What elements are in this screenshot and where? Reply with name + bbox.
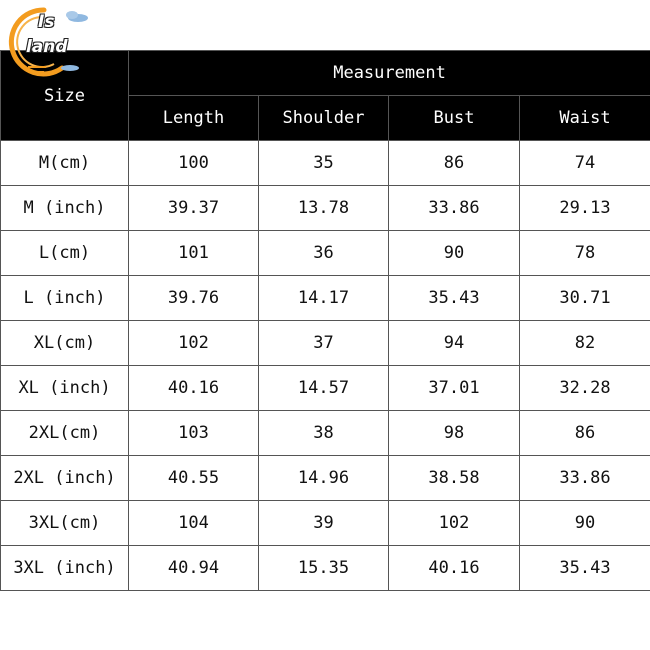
table-row: [1, 276, 650, 321]
value-cell: 104: [129, 501, 259, 546]
value-cell: 35.43: [520, 546, 650, 591]
column-header-waist: Waist: [520, 96, 650, 141]
value-cell: 32.28: [520, 366, 650, 411]
size-cell: L (inch): [1, 276, 129, 321]
value-cell: 14.96: [259, 456, 389, 501]
logo-text-line2: land: [26, 37, 68, 57]
table-header-row: [1, 51, 650, 96]
column-header-length: Length: [129, 96, 259, 141]
size-cell: XL(cm): [1, 321, 129, 366]
value-cell: 94: [389, 321, 520, 366]
table-row: [1, 366, 650, 411]
column-header-bust: Bust: [389, 96, 520, 141]
value-cell: 100: [129, 141, 259, 186]
value-cell: 29.13: [520, 186, 650, 231]
size-cell: 3XL(cm): [1, 501, 129, 546]
value-cell: 90: [389, 231, 520, 276]
size-cell: M (inch): [1, 186, 129, 231]
value-cell: 98: [389, 411, 520, 456]
table-row: [1, 321, 650, 366]
value-cell: 15.35: [259, 546, 389, 591]
table-row: [1, 456, 650, 501]
size-cell: XL (inch): [1, 366, 129, 411]
value-cell: 40.16: [129, 366, 259, 411]
table-row: [1, 186, 650, 231]
size-cell: 2XL (inch): [1, 456, 129, 501]
island-logo: [4, 2, 94, 82]
table-row: [1, 141, 650, 186]
value-cell: 39.37: [129, 186, 259, 231]
value-cell: 33.86: [520, 456, 650, 501]
value-cell: 14.17: [259, 276, 389, 321]
value-cell: 74: [520, 141, 650, 186]
size-cell: 3XL (inch): [1, 546, 129, 591]
value-cell: 36: [259, 231, 389, 276]
value-cell: 30.71: [520, 276, 650, 321]
size-column-header: Size: [1, 51, 129, 141]
value-cell: 78: [520, 231, 650, 276]
size-chart-table: [0, 50, 650, 591]
value-cell: 37: [259, 321, 389, 366]
value-cell: 38: [259, 411, 389, 456]
value-cell: 38.58: [389, 456, 520, 501]
value-cell: 102: [129, 321, 259, 366]
measurement-group-header: Measurement: [129, 51, 650, 96]
logo-text-line1: Is: [38, 12, 55, 32]
value-cell: 14.57: [259, 366, 389, 411]
value-cell: 101: [129, 231, 259, 276]
size-cell: M(cm): [1, 141, 129, 186]
size-cell: 2XL(cm): [1, 411, 129, 456]
value-cell: 13.78: [259, 186, 389, 231]
value-cell: 102: [389, 501, 520, 546]
value-cell: 39: [259, 501, 389, 546]
value-cell: 35.43: [389, 276, 520, 321]
value-cell: 86: [389, 141, 520, 186]
value-cell: 40.16: [389, 546, 520, 591]
table-row: [1, 411, 650, 456]
value-cell: 39.76: [129, 276, 259, 321]
table-row: [1, 501, 650, 546]
value-cell: 40.94: [129, 546, 259, 591]
table-row: [1, 231, 650, 276]
value-cell: 37.01: [389, 366, 520, 411]
value-cell: 35: [259, 141, 389, 186]
column-header-shoulder: Shoulder: [259, 96, 389, 141]
value-cell: 33.86: [389, 186, 520, 231]
value-cell: 82: [520, 321, 650, 366]
value-cell: 86: [520, 411, 650, 456]
value-cell: 90: [520, 501, 650, 546]
value-cell: 40.55: [129, 456, 259, 501]
size-cell: L(cm): [1, 231, 129, 276]
value-cell: 103: [129, 411, 259, 456]
table-row: [1, 546, 650, 591]
